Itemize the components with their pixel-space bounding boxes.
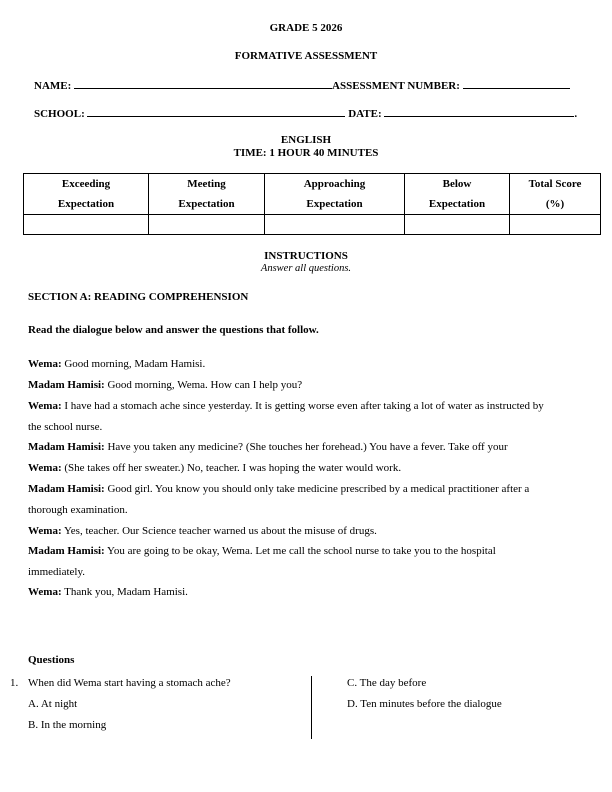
section-prompt: Read the dialogue below and answer the questions that follow. — [28, 324, 319, 336]
assessment-title: FORMATIVE ASSESSMENT — [234, 50, 378, 62]
name-label: NAME: — [34, 80, 72, 92]
school-field[interactable] — [87, 106, 345, 117]
option-b[interactable]: B. In the morning — [28, 719, 107, 731]
date-label: DATE: — [348, 108, 382, 120]
date-field[interactable] — [384, 106, 574, 117]
dialogue-line: Madam Hamisi: Good morning, Wema. How can I help you? — [28, 379, 303, 391]
dialogue-line: thorough examination. — [28, 504, 128, 516]
time-allowed: TIME: 1 HOUR 40 MINUTES — [233, 147, 379, 159]
score-table — [23, 173, 601, 235]
column-divider — [311, 676, 312, 739]
speaker-name: Madam Hamisi: — [28, 545, 105, 557]
grade-title: GRADE 5 2026 — [269, 22, 343, 34]
score-cell[interactable] — [149, 215, 265, 235]
score-column-header: Approaching Expectation — [265, 174, 405, 215]
speaker-name: Wema: — [28, 586, 62, 598]
score-cell[interactable] — [265, 215, 405, 235]
dialogue-line: Madam Hamisi: You are going to be okay, Wema. Let me call the school nurse to take you to the hospital — [28, 545, 496, 557]
assessment-number-label: ASSESSMENT NUMBER: — [332, 80, 460, 92]
score-table-header-row — [24, 174, 601, 215]
speaker-name: Wema: — [28, 462, 62, 474]
dialogue-line: Wema: Yes, teacher. Our Science teacher warned us about the misuse of drugs. — [28, 525, 377, 537]
speaker-name: Madam Hamisi: — [28, 379, 105, 391]
score-column-header: Exceeding Expectation — [24, 174, 149, 215]
speaker-name: Madam Hamisi: — [28, 441, 105, 453]
dialogue-line: Wema: Good morning, Madam Hamisi. — [28, 358, 206, 370]
dialogue-line: Wema: I have had a stomach ache since yesterday. It is getting worse even after taking a lot of water as instructed by — [28, 400, 544, 412]
option-a[interactable]: A. At night — [28, 698, 78, 710]
date-end-dot: . — [574, 108, 578, 120]
name-row — [34, 78, 570, 92]
score-table-entry-row — [24, 215, 601, 235]
option-c[interactable]: C. The day before — [347, 677, 427, 689]
assessment-number-field[interactable] — [463, 78, 570, 89]
question-text: When did Wema start having a stomach ache? — [28, 677, 231, 689]
dialogue-line: immediately. — [28, 566, 86, 578]
dialogue-line: Wema: Thank you, Madam Hamisi. — [28, 586, 188, 598]
speaker-name: Wema: — [28, 525, 62, 537]
score-cell[interactable] — [24, 215, 149, 235]
questions-title: Questions — [28, 654, 75, 666]
option-d[interactable]: D. Ten minutes before the dialogue — [347, 698, 502, 710]
dialogue-line: the school nurse. — [28, 421, 103, 433]
score-column-header: Meeting Expectation — [149, 174, 265, 215]
instructions-title: INSTRUCTIONS — [264, 250, 348, 262]
speaker-name: Madam Hamisi: — [28, 483, 105, 495]
dialogue-line: Madam Hamisi: Good girl. You know you should only take medicine prescribed by a medical practitioner after a — [28, 483, 530, 495]
name-field[interactable] — [74, 78, 332, 89]
dialogue-line: Madam Hamisi: Have you taken any medicine? (She touches her forehead.) You have a fever. Take off your — [28, 441, 508, 453]
subject-title: ENGLISH — [280, 134, 332, 146]
section-title: SECTION A: READING COMPREHENSION — [28, 291, 249, 303]
score-cell[interactable] — [405, 215, 510, 235]
speaker-name: Wema: — [28, 358, 62, 370]
score-column-header: Total Score (%) — [510, 174, 601, 215]
school-label: SCHOOL: — [34, 108, 85, 120]
instructions-text: Answer all questions. — [260, 263, 352, 274]
score-cell[interactable] — [510, 215, 601, 235]
score-column-header: Below Expectation — [405, 174, 510, 215]
school-row — [34, 106, 577, 120]
dialogue-line: Wema: (She takes off her sweater.) No, teacher. I was hoping the water would work. — [28, 462, 402, 474]
speaker-name: Wema: — [28, 400, 62, 412]
question-number: 1. — [10, 677, 19, 689]
